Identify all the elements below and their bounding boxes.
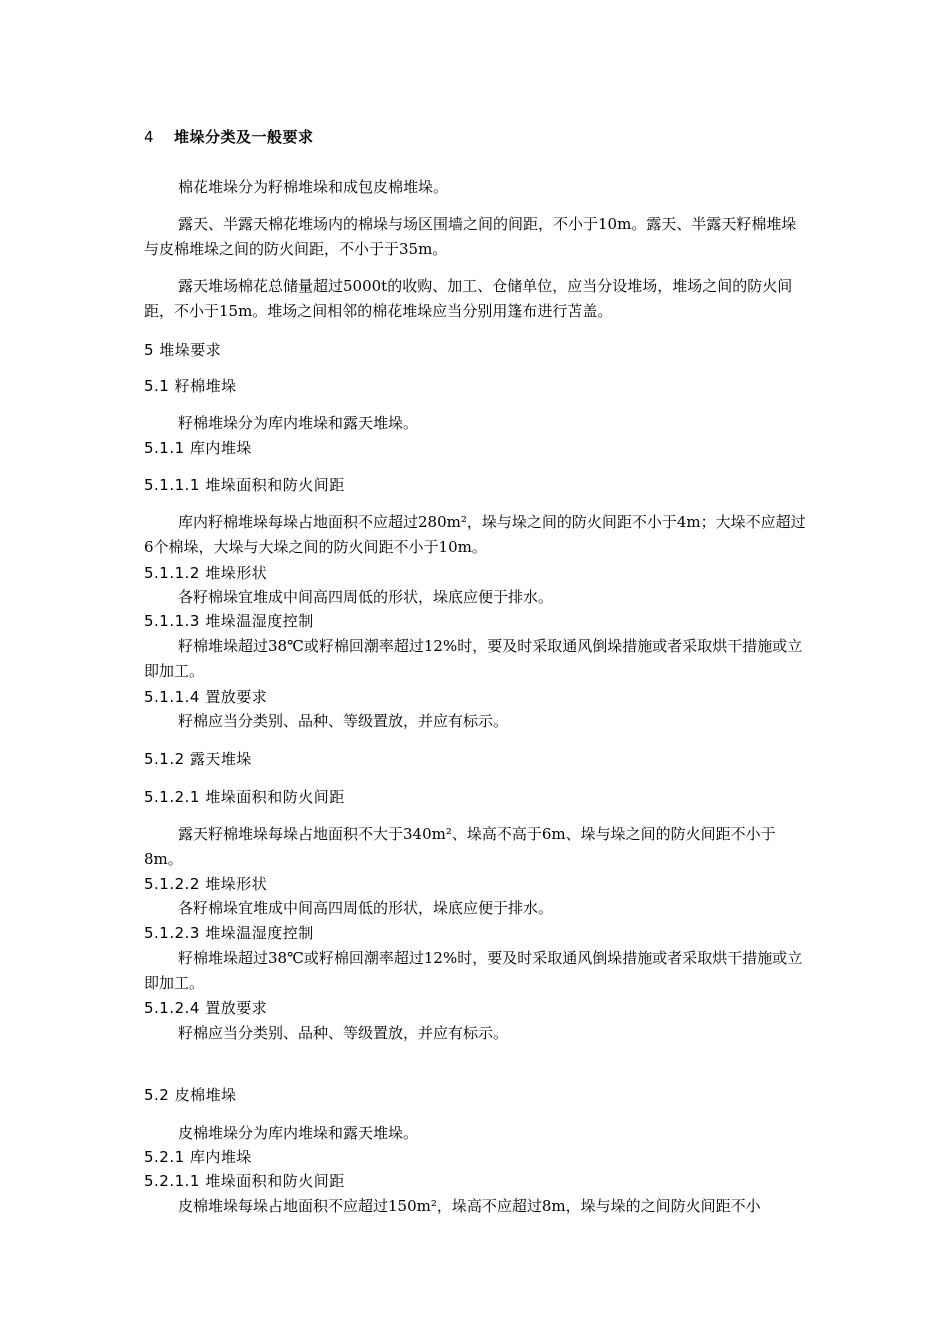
paragraph: 各籽棉垛宜堆成中间高四周低的形状，垛底应便于排水。 bbox=[178, 899, 554, 917]
paragraph: 露天籽棉堆垛每垛占地面积不大于340m²、垛高不高于6m、垛与垛之间的防火间距不小于8m。 bbox=[144, 825, 776, 868]
section-5-1-2-1-heading: 5.1.2.1 堆垛面积和防火间距 bbox=[144, 788, 345, 806]
section-5-1-2-2-heading: 5.1.2.2 堆垛形状 bbox=[144, 875, 268, 893]
paragraph: 籽棉应当分类别、品种、等级置放，并应有标示。 bbox=[178, 1024, 509, 1042]
paragraph: 棉花堆垛分为籽棉堆垛和成包皮棉堆垛。 bbox=[178, 178, 449, 196]
paragraph: 籽棉堆垛分为库内堆垛和露天堆垛。 bbox=[178, 414, 419, 432]
section-5-1-1-2-heading: 5.1.1.2 堆垛形状 bbox=[144, 564, 268, 582]
paragraph: 库内籽棉堆垛每垛占地面积不应超过280m²，垛与垛之间的防火间距不小于4m；大垛不应超过6个棉垛，大垛与大垛之间的防火间距不小于10m。 bbox=[144, 513, 806, 556]
section-5-1-2-3-heading: 5.1.2.3 堆垛温湿度控制 bbox=[144, 924, 314, 942]
section-5-1-1-4-heading: 5.1.1.4 置放要求 bbox=[144, 688, 268, 706]
section-5-1-1-3-heading: 5.1.1.3 堆垛温湿度控制 bbox=[144, 612, 314, 630]
paragraph: 各籽棉垛宜堆成中间高四周低的形状，垛底应便于排水。 bbox=[178, 588, 554, 606]
section-5-1-1-heading: 5.1.1 库内堆垛 bbox=[144, 439, 252, 457]
paragraph: 籽棉堆垛超过38℃或籽棉回潮率超过12%时，要及时采取通风倒垛措施或者采取烘干措施或立即加工。 bbox=[144, 637, 803, 680]
section-5-2-heading: 5.2 皮棉堆垛 bbox=[144, 1086, 237, 1104]
section-4-title: 堆垛分类及一般要求 bbox=[174, 128, 314, 146]
section-5-1-2-4-heading: 5.1.2.4 置放要求 bbox=[144, 999, 268, 1017]
section-4-number: 4 bbox=[144, 128, 155, 146]
paragraph: 露天、半露天棉花堆场内的棉垛与场区围墙之间的间距，不小于10m。露天、半露天籽棉堆垛与皮棉堆垛之间的防火间距，不小于于35m。 bbox=[144, 215, 797, 258]
section-5-2-1-1-heading: 5.2.1.1 堆垛面积和防火间距 bbox=[144, 1172, 345, 1190]
section-5-1-2-heading: 5.1.2 露天堆垛 bbox=[144, 750, 252, 768]
paragraph: 皮棉堆垛每垛占地面积不应超过150m²，垛高不应超过8m，垛与垛的之间防火间距不小 bbox=[178, 1197, 761, 1215]
section-5-1-1-1-heading: 5.1.1.1 堆垛面积和防火间距 bbox=[144, 476, 345, 494]
paragraph: 籽棉堆垛超过38℃或籽棉回潮率超过12%时，要及时采取通风倒垛措施或者采取烘干措施或立即加工。 bbox=[144, 949, 803, 992]
paragraph: 皮棉堆垛分为库内堆垛和露天堆垛。 bbox=[178, 1124, 419, 1142]
paragraph: 籽棉应当分类别、品种、等级置放，并应有标示。 bbox=[178, 712, 509, 730]
section-4-heading bbox=[144, 126, 314, 148]
section-5-2-1-heading: 5.2.1 库内堆垛 bbox=[144, 1148, 252, 1166]
section-5-1-heading: 5.1 籽棉堆垛 bbox=[144, 377, 237, 395]
paragraph: 露天堆场棉花总储量超过5000t的收购、加工、仓储单位，应当分设堆场，堆场之间的防火间距，不小于15m。堆场之间相邻的棉花堆垛应当分别用篷布进行苫盖。 bbox=[144, 277, 793, 320]
section-5-heading: 5 堆垛要求 bbox=[144, 341, 222, 359]
